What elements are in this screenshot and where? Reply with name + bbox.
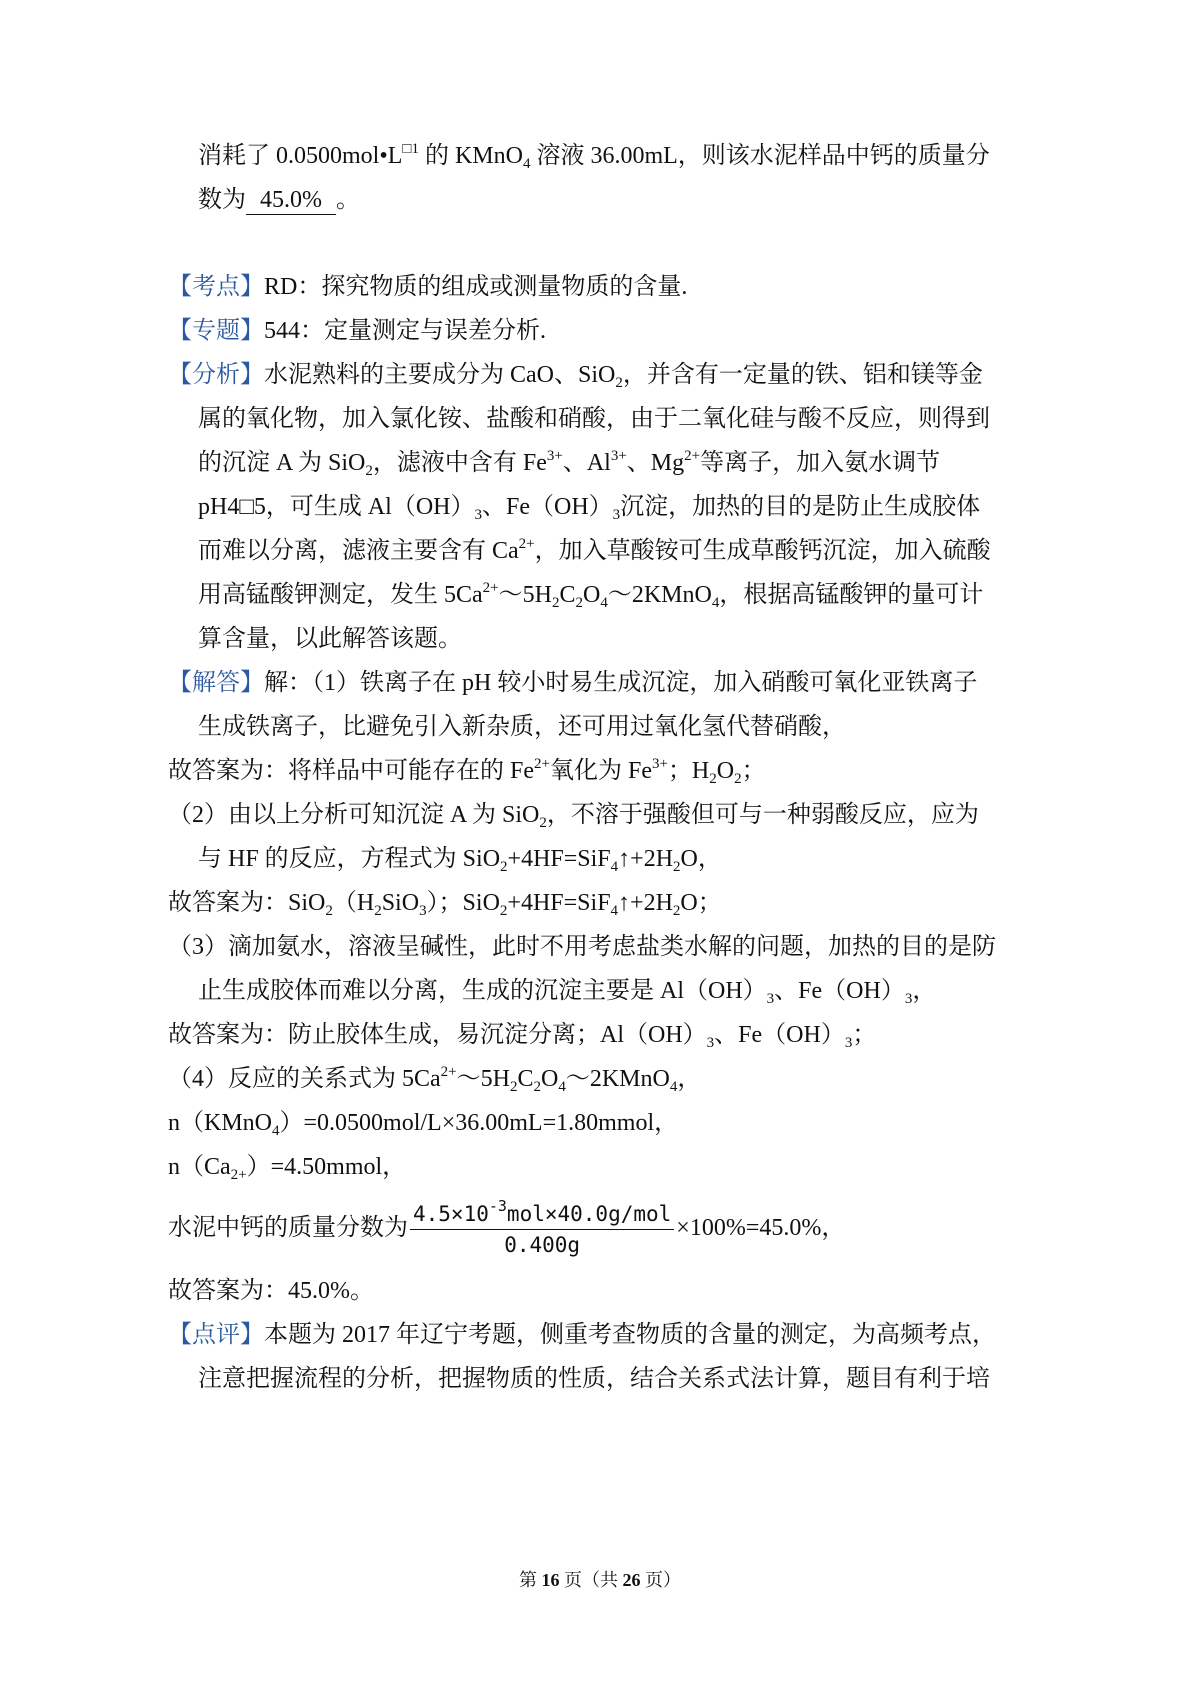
- text: ，并含有一定量的铁、铝和镁等金: [622, 362, 983, 388]
- sub: 2: [551, 595, 560, 611]
- fraction-denominator: 0.400g: [504, 1232, 581, 1257]
- text-line: [168, 1108, 678, 1138]
- text: 属的氧化物，加入氯化铵、盐酸和硝酸，由于二氧化硅与酸不反应，则得到: [198, 406, 990, 432]
- text: 本题为 2017 年辽宁考题，侧重考查物质的含量的测定，为高频考点，: [264, 1322, 996, 1348]
- text-line: [198, 712, 846, 742]
- text-line: [168, 1064, 701, 1094]
- text: ）；SiO: [426, 890, 500, 916]
- text: 解：（1）铁离子在 pH 较小时易生成沉淀，加入硝酸可氧化亚铁离子: [264, 670, 978, 696]
- sub: 2: [615, 375, 623, 391]
- text: 算含量，以此解答该题。: [198, 626, 462, 652]
- text: pH4□5，可生成 Al（OH）: [198, 494, 475, 520]
- text: ；H: [667, 758, 710, 784]
- text-line: [198, 844, 722, 874]
- text: （3）滴加氨水，溶液呈碱性，此时不用考虑盐类水解的问题，加热的目的是防: [168, 934, 996, 960]
- text: （2）由以上分析可知沉淀 A 为 SiO: [168, 802, 540, 828]
- text: SiO: [381, 890, 420, 916]
- sub: 3: [904, 991, 913, 1007]
- text: 消耗了 0.0500mol•L: [198, 143, 403, 169]
- text: 页（共: [559, 1570, 623, 1590]
- text: 故答案为：SiO: [168, 890, 326, 916]
- text-line: [198, 404, 990, 434]
- sub: 4: [610, 859, 619, 875]
- sup: □1: [402, 141, 419, 157]
- sup: -3: [488, 1196, 507, 1215]
- text: 等离子，加入氨水调节: [700, 450, 941, 476]
- text-line: [168, 1020, 876, 1050]
- fenxi-tag: 【分析】: [168, 362, 264, 388]
- text: 止生成胶体而难以分离，生成的沉淀主要是 Al（OH）: [198, 978, 767, 1004]
- sub: 4: [610, 903, 619, 919]
- text: O: [541, 1066, 559, 1092]
- kaodian-tag: 【考点】: [168, 274, 264, 300]
- text-line: [168, 800, 979, 830]
- text: ，: [912, 978, 937, 1004]
- text-line: [198, 976, 936, 1006]
- text: 氧化为 Fe: [549, 758, 652, 784]
- text: 故答案为：将样品中可能存在的 Fe: [168, 758, 534, 784]
- text: ，加入草酸铵可生成草酸钙沉淀，加入硫酸: [534, 538, 991, 564]
- text: mol×40.0g/mol: [506, 1201, 672, 1226]
- text: 水泥中钙的质量分数为: [168, 1215, 408, 1241]
- text-line: [198, 141, 990, 171]
- sub: 2: [533, 1079, 541, 1095]
- text: 。: [336, 187, 360, 213]
- text: ；: [741, 758, 766, 784]
- text-line: [198, 448, 940, 478]
- sub: 2: [673, 859, 681, 875]
- text: 溶液 36.00mL，则该水泥样品中钙的质量分: [530, 143, 990, 169]
- sub: 2: [672, 903, 681, 919]
- sub: 2: [500, 859, 508, 875]
- sub: 3: [474, 507, 482, 523]
- text: O，: [680, 846, 722, 872]
- text: ～2KMnO: [565, 1066, 670, 1092]
- text-line: [198, 1364, 990, 1394]
- text-line: [198, 536, 991, 566]
- jieda-tag: 【解答】: [168, 670, 264, 696]
- text: n（Ca: [168, 1154, 231, 1180]
- text-line: [198, 624, 462, 654]
- text: ，不溶于强酸但可与一种弱酸反应，应为: [546, 802, 979, 828]
- sub: 2: [325, 903, 333, 919]
- text: +4HF=SiF: [507, 890, 611, 916]
- kaodian-line: [168, 272, 687, 302]
- sup: 3+: [610, 448, 627, 464]
- text-line: [198, 185, 360, 215]
- sup: 3+: [651, 756, 668, 772]
- text: 544：定量测定与误差分析.: [264, 318, 546, 344]
- text: 、Mg: [626, 450, 685, 476]
- text: ～2KMnO: [607, 582, 712, 608]
- sup: 2+: [684, 448, 701, 464]
- text: O；: [680, 890, 722, 916]
- sub: 3: [612, 507, 621, 523]
- page-number: 16: [541, 1570, 560, 1590]
- page-footer: [0, 1566, 1200, 1592]
- sub: 2: [575, 595, 583, 611]
- sub: 2: [365, 463, 373, 479]
- text: ×100%=45.0%，: [676, 1215, 846, 1241]
- sub: 2: [539, 815, 547, 831]
- text: ↑+2H: [618, 890, 673, 916]
- sub: 2+: [230, 1167, 247, 1183]
- text: ）=4.50mmol，: [246, 1154, 407, 1180]
- text: ；: [852, 1022, 877, 1048]
- text: ，滤液中含有 Fe: [372, 450, 547, 476]
- sub: 4: [522, 156, 531, 172]
- text: ）=0.0500mol/L×36.00mL=1.80mmol，: [279, 1110, 679, 1136]
- sub: 3: [706, 1035, 715, 1051]
- text-line: [198, 580, 983, 610]
- fenxi-line: [168, 360, 983, 390]
- sub: 2: [374, 903, 382, 919]
- formula-line: [168, 1198, 845, 1258]
- text: O: [716, 758, 735, 784]
- sub: 3: [419, 903, 427, 919]
- mass-fraction-formula: [410, 1196, 674, 1258]
- text: 的 KMnO: [418, 143, 523, 169]
- text: C: [559, 582, 576, 608]
- sub: 4: [558, 1079, 566, 1095]
- text: 生成铁离子，比避免引入新杂质，还可用过氧化氢代替硝酸，: [198, 714, 846, 740]
- text: 注意把握流程的分析，把握物质的性质，结合关系式法计算，题目有利于培: [198, 1366, 990, 1392]
- sup: 3+: [546, 448, 563, 464]
- sub: 4: [669, 1079, 678, 1095]
- fraction-numerator: [410, 1196, 674, 1230]
- sub: 3: [844, 1035, 853, 1051]
- text: ～5H: [498, 582, 552, 608]
- text-line: [198, 492, 980, 522]
- text: 、Fe（OH）: [774, 978, 905, 1004]
- text: 第: [519, 1570, 542, 1590]
- text: RD：探究物质的组成或测量物质的含量.: [264, 274, 688, 300]
- sub: 2: [734, 771, 742, 787]
- text: 的沉淀 A 为 SiO: [198, 450, 366, 476]
- sup: 2+: [518, 536, 535, 552]
- text: 故答案为：45.0%。: [168, 1278, 374, 1304]
- dianping-line: [168, 1320, 996, 1350]
- text: 水泥熟料的主要成分为 CaO、SiO: [264, 362, 616, 388]
- sup: 2+: [482, 580, 499, 596]
- sub: 2: [499, 903, 508, 919]
- text: O: [583, 582, 601, 608]
- zhuanti-line: [168, 316, 546, 346]
- text: （4）反应的关系式为 5Ca: [168, 1066, 441, 1092]
- text: ，: [677, 1066, 702, 1092]
- text: （H: [332, 890, 375, 916]
- text: 沉淀，加热的目的是防止生成胶体: [620, 494, 981, 520]
- text-line: [168, 756, 766, 786]
- sup: 2+: [440, 1064, 457, 1080]
- text: 用高锰酸钾测定，发生 5Ca: [198, 582, 483, 608]
- text: C: [517, 1066, 534, 1092]
- text: ，根据高锰酸钾的量可计: [719, 582, 984, 608]
- text: 而难以分离，滤液主要含有 Ca: [198, 538, 519, 564]
- text-line: [168, 932, 996, 962]
- text: ～5H: [456, 1066, 510, 1092]
- sub: 3: [766, 991, 775, 1007]
- sup: 2+: [534, 756, 550, 772]
- text: 4.5×10: [413, 1201, 489, 1226]
- text: 、Fe（OH）: [714, 1022, 845, 1048]
- sub: 4: [272, 1123, 280, 1139]
- sub: 4: [600, 595, 608, 611]
- answer-blank: 45.0%: [246, 186, 336, 215]
- text-line: [168, 888, 722, 918]
- text: 与 HF 的反应，方程式为 SiO: [198, 846, 501, 872]
- total-pages: 26: [622, 1570, 641, 1590]
- sub: 2: [709, 771, 717, 787]
- text: n（KMnO: [168, 1110, 273, 1136]
- text: 页）: [640, 1570, 681, 1590]
- text: 故答案为：防止胶体生成，易沉淀分离；Al（OH）: [168, 1022, 707, 1048]
- zhuanti-tag: 【专题】: [168, 318, 264, 344]
- text: +4HF=SiF: [507, 846, 611, 872]
- text: 数为: [198, 187, 246, 213]
- text: 、Al: [562, 450, 611, 476]
- text-line: [168, 1152, 406, 1182]
- sub: 4: [711, 595, 720, 611]
- sub: 2: [509, 1079, 518, 1095]
- text: 、Fe（OH）: [482, 494, 613, 520]
- text: ↑+2H: [618, 846, 674, 872]
- jieda-line: [168, 668, 977, 698]
- dianping-tag: 【点评】: [168, 1322, 264, 1348]
- text-line: [168, 1276, 374, 1306]
